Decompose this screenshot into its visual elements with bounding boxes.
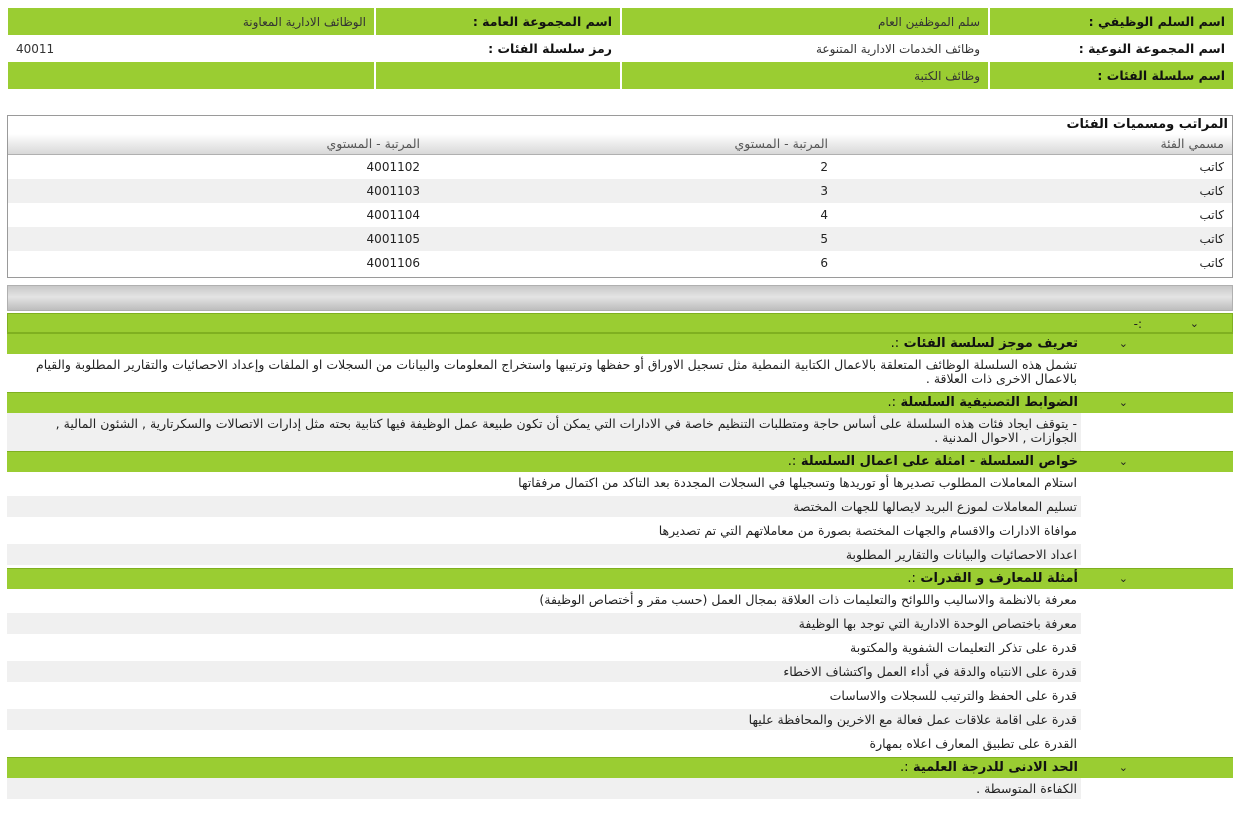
column-header-level[interactable]: المرتبة - المستوي — [734, 136, 828, 151]
section-header[interactable] — [7, 451, 1233, 472]
scale-value: سلم الموظفين العام — [622, 8, 988, 35]
column-header-code[interactable]: المرتبة - المستوي — [326, 136, 420, 151]
series-name-label: اسم سلسلة الفئات : — [990, 62, 1233, 89]
grades-header-row — [8, 134, 1232, 155]
series-code-value: 40011 — [8, 35, 374, 62]
chevron-down-icon[interactable]: ⌄ — [1118, 337, 1128, 350]
specific-group-value: وظائف الخدمات الادارية المتنوعة — [622, 35, 988, 62]
table-row[interactable] — [8, 179, 1232, 203]
top-group-row[interactable] — [7, 313, 1233, 333]
grade-name: كاتب — [1199, 232, 1224, 246]
table-row[interactable] — [8, 251, 1232, 275]
grid-group-panel — [7, 285, 1233, 311]
section-title: أمثلة للمعارف و القدرات :. — [907, 571, 1078, 586]
table-row[interactable] — [8, 155, 1232, 179]
section-header[interactable] — [7, 757, 1233, 778]
grade-code: 4001106 — [366, 256, 420, 270]
list-item: موافاة الادارات والاقسام والجهات المختصة بصورة من معاملاتهم التي تم تصديرها — [7, 520, 1233, 544]
table-row[interactable] — [8, 203, 1232, 227]
grade-level: 6 — [820, 256, 828, 270]
grade-name: كاتب — [1199, 184, 1224, 198]
chevron-down-icon[interactable]: ⌄ — [1118, 572, 1128, 585]
grade-level: 2 — [820, 160, 828, 174]
grade-code: 4001103 — [366, 184, 420, 198]
section-title: تعريف موجز لسلسة الفئات :. — [890, 336, 1078, 351]
list-item: قدرة على اقامة علاقات عمل فعالة مع الاخرين والمحافظة عليها — [7, 709, 1233, 733]
details-grid — [7, 313, 1233, 802]
list-item: قدرة على تذكر التعليمات الشفوية والمكتوبة — [7, 637, 1233, 661]
grade-code: 4001102 — [366, 160, 420, 174]
series-code-label: رمز سلسلة الفئات : — [376, 35, 620, 62]
specific-group-label: اسم المجموعة النوعية : — [990, 35, 1233, 62]
series-name-value: وظائف الكتبة — [622, 62, 988, 89]
top-group-label: :- — [1133, 317, 1142, 331]
section-title: الحد الادنى للدرجة العلمية :. — [899, 760, 1078, 775]
grade-name: كاتب — [1199, 256, 1224, 270]
chevron-down-icon[interactable]: ⌄ — [1189, 317, 1199, 330]
list-item: معرفة بالانظمة والاساليب واللوائح والتعليمات ذات العلاقة بمجال العمل (حسب مقر و أختصاص الوظيفة) — [7, 589, 1233, 613]
grades-table — [7, 115, 1233, 278]
column-header-name[interactable]: مسمي الفئة — [1160, 136, 1224, 151]
general-group-value: الوظائف الادارية المعاونة — [8, 8, 374, 35]
grade-name: كاتب — [1199, 160, 1224, 174]
section-header[interactable] — [7, 568, 1233, 589]
section-header[interactable] — [7, 392, 1233, 413]
section-header[interactable] — [7, 333, 1233, 354]
list-item: قدرة على الانتباه والدقة في أداء العمل واكتشاف الاخطاء — [7, 661, 1233, 685]
list-item: قدرة على الحفظ والترتيب للسجلات والاساسات — [7, 685, 1233, 709]
list-item: معرفة باختصاص الوحدة الادارية التي توجد بها الوظيفة — [7, 613, 1233, 637]
section-title: خواص السلسلة - امثلة على اعمال السلسلة :. — [787, 454, 1078, 469]
grade-level: 3 — [820, 184, 828, 198]
job-header — [6, 8, 1235, 89]
section-text: تشمل هذه السلسلة الوظائف المتعلقة بالاعمال الكتابية النمطية مثل تسجيل الاوراق أو حفظها وترتيبها واستخراج المعلومات والبيانات من السجلات او الملفات وإعداد الاحصائيات والتقارير المطلوبة والقيام بالاعمال الاخرى ذات العلاقة . — [35, 357, 1077, 386]
list-item: اعداد الاحصائيات والبيانات والتقارير المطلوبة — [7, 544, 1233, 568]
chevron-down-icon[interactable]: ⌄ — [1118, 761, 1128, 774]
list-item: الكفاءة المتوسطة . — [7, 778, 1233, 802]
grade-code: 4001105 — [366, 232, 420, 246]
list-item — [7, 354, 1233, 392]
list-item: استلام المعاملات المطلوب تصديرها أو توريدها وتسجيلها في السجلات المجددة بعد التاكد من اكتمال مرفقاتها — [7, 472, 1233, 496]
general-group-label: اسم المجموعة العامة : — [376, 8, 620, 35]
grade-level: 5 — [820, 232, 828, 246]
grade-name: كاتب — [1199, 208, 1224, 222]
list-item: تسليم المعاملات لموزع البريد لايصالها للجهات المختصة — [7, 496, 1233, 520]
list-item — [7, 413, 1233, 451]
table-row[interactable] — [8, 227, 1232, 251]
grade-level: 4 — [820, 208, 828, 222]
section-text: - يتوقف ايجاد فئات هذه السلسلة على أساس حاجة ومتطلبات التنظيم خاصة في الادارات التي يمكن أن تكون طبيعة عمل الوظيفة فيها كتابية بحته مثل إدارات الاتصالات والسكرتارية , الشئون المالية , الجوازات , الاحوال المدنية . — [7, 413, 1081, 451]
chevron-down-icon[interactable]: ⌄ — [1118, 455, 1128, 468]
scale-label: اسم السلم الوظيفي : — [990, 8, 1233, 35]
section-title: الضوابط التصنيفية السلسلة :. — [887, 395, 1078, 410]
grades-caption: المراتب ومسميات الفئات — [1066, 117, 1228, 132]
empty-cell — [376, 62, 620, 89]
chevron-down-icon[interactable]: ⌄ — [1118, 396, 1128, 409]
list-item: القدرة على تطبيق المعارف اعلاه بمهارة — [7, 733, 1233, 757]
grade-code: 4001104 — [366, 208, 420, 222]
empty-cell — [8, 62, 374, 89]
